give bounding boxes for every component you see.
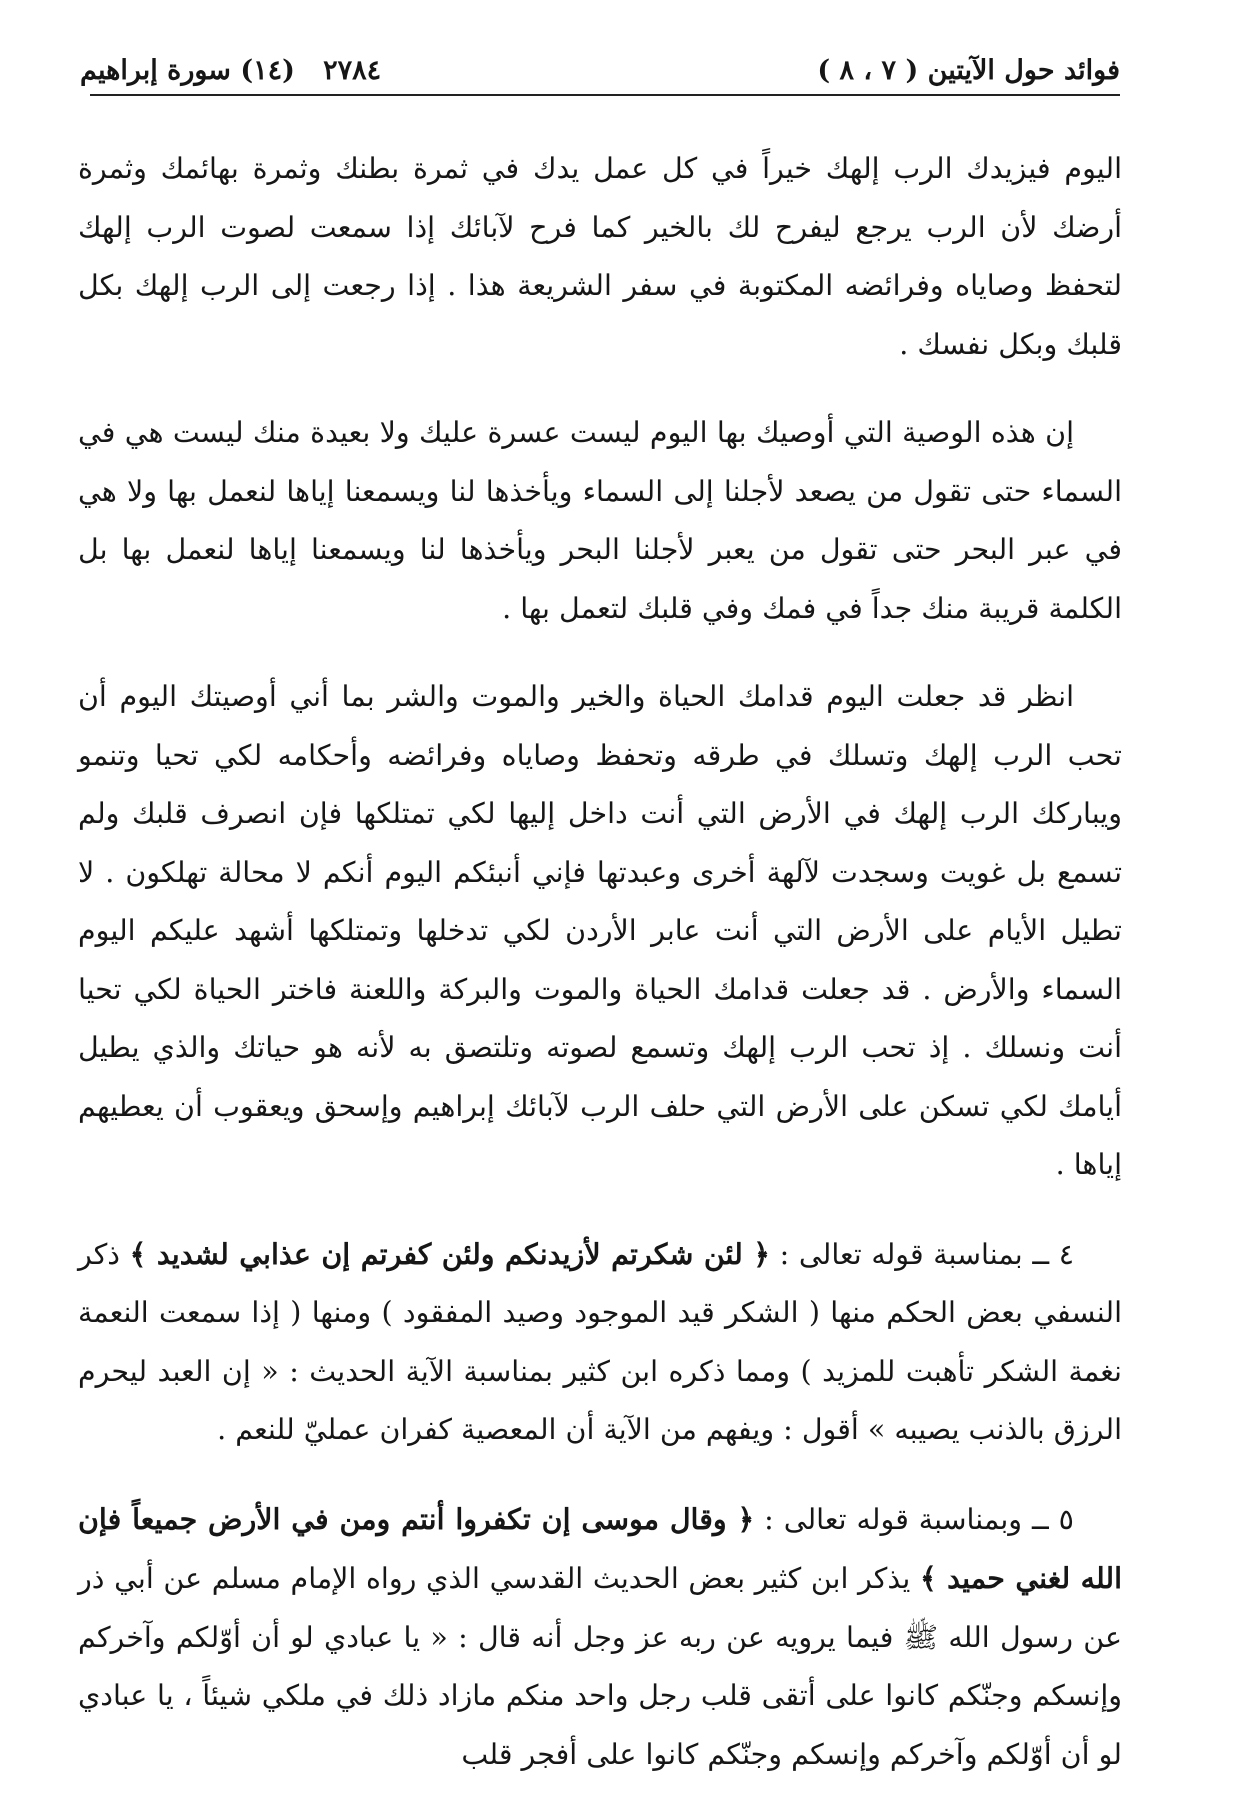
- item-5-text: يذكر ابن كثير بعض الحديث القدسي الذي رواه الإمام مسلم عن أبي ذر عن رسول الله ﷺ فيما يرويه عن ربه عز وجل أنه قال : « يا عبادي لو أن أوّلكم وآخركم وإنسكم وجنّكم كانوا على أتقى قلب رجل واحد منكم مازاد ذلك في ملكي شيئاً ، يا عبادي لو أن أوّلكم وآخركم وإنسكم وجنّكم كانوا على أفجر قلب: [78, 1562, 1122, 1771]
- section-title: فوائد حول الآيتين ( ٧ ، ٨ ): [817, 55, 1120, 86]
- page-header: [80, 40, 1120, 86]
- header-rule: [90, 94, 1120, 96]
- item-5-lead: ٥ ــ وبمناسبة قوله تعالى :: [764, 1502, 1074, 1536]
- item-5: [78, 1490, 1122, 1785]
- paragraph-1: اليوم فيزيدك الرب إلهك خيراً في كل عمل يدك في ثمرة بطنك وثمرة بهائمك وثمرة أرضك لأن الرب يرجع ليفرح لك بالخير كما فرح لآبائك إذا سمعت لصوت الرب إلهك لتحفظ وصاياه وفرائضه المكتوبة في سفر الشريعة هذا . إذا رجعت إلى الرب إلهك بكل قلبك وبكل نفسك .: [78, 152, 1122, 361]
- paragraph-2: إن هذه الوصية التي أوصيك بها اليوم ليست عسرة عليك ولا بعيدة منك ليست هي في السماء حتى تقول من يصعد لأجلنا إلى السماء ويأخذها لنا ويسمعنا إياها لنعمل بها ولا هي في عبر البحر حتى تقول من يعبر لأجلنا البحر ويأخذها لنا ويسمعنا إياها لنعمل بها بل الكلمة قريبة منك جداً في فمك وفي قلبك لتعمل بها .: [78, 416, 1122, 625]
- item-5-verse: ﴿ وقال موسى إن تكفروا أنتم ومن في الأرض جميعاً فإن الله لغني حميد ﴾: [78, 1501, 1123, 1595]
- item-4: [78, 1225, 1122, 1460]
- item-4-verse: ﴿ لئن شكرتم لأزيدنكم ولئن كفرتم إن عذابي لشديد ﴾: [129, 1236, 771, 1271]
- surah-title: (١٤) سورة إبراهيم: [80, 55, 295, 86]
- header-right: [80, 55, 381, 86]
- page-body: [78, 140, 1122, 1814]
- page-number: ٢٧٨٤: [323, 55, 382, 86]
- paragraph-3: انظر قد جعلت اليوم قدامك الحياة والخير والموت والشر بما أني أوصيتك اليوم أن تحب الرب إلهك وتسلك في طرقه وتحفظ وصاياه وفرائضه وأحكامه لكي تحيا وتنمو ويباركك الرب إلهك في الأرض التي أنت داخل إليها لكي تمتلكها فإن انصرف قلبك ولم تسمع بل غويت وسجدت لآلهة أخرى وعبدتها فإني أنبئكم اليوم أنكم لا محالة تهلكون . لا تطيل الأيام على الأرض التي أنت عابر الأردن لكي تدخلها وتمتلكها أشهد عليكم اليوم السماء والأرض . قد جعلت قدامك الحياة والموت والبركة واللعنة فاختر الحياة لكي تحيا أنت ونسلك . إذ تحب الرب إلهك وتسمع لصوته وتلتصق به لأنه هو حياتك والذي يطيل أيامك لكي تسكن على الأرض التي حلف الرب لآبائك إبراهيم وإسحق ويعقوب أن يعطيهم إياها .: [78, 680, 1122, 1181]
- item-4-lead: ٤ ــ بمناسبة قوله تعالى :: [779, 1237, 1075, 1271]
- item-4-text: ذكر النسفي بعض الحكم منها ( الشكر قيد الموجود وصيد المفقود ) ومنها ( إذا سمعت النعمة نغمة الشكر تأهبت للمزيد ) ومما ذكره ابن كثير بمناسبة الآية الحديث : « إن العبد ليحرم الرزق بالذنب يصيبه » أقول : ويفهم من الآية أن المعصية كفران عمليّ للنعم .: [78, 1237, 1122, 1446]
